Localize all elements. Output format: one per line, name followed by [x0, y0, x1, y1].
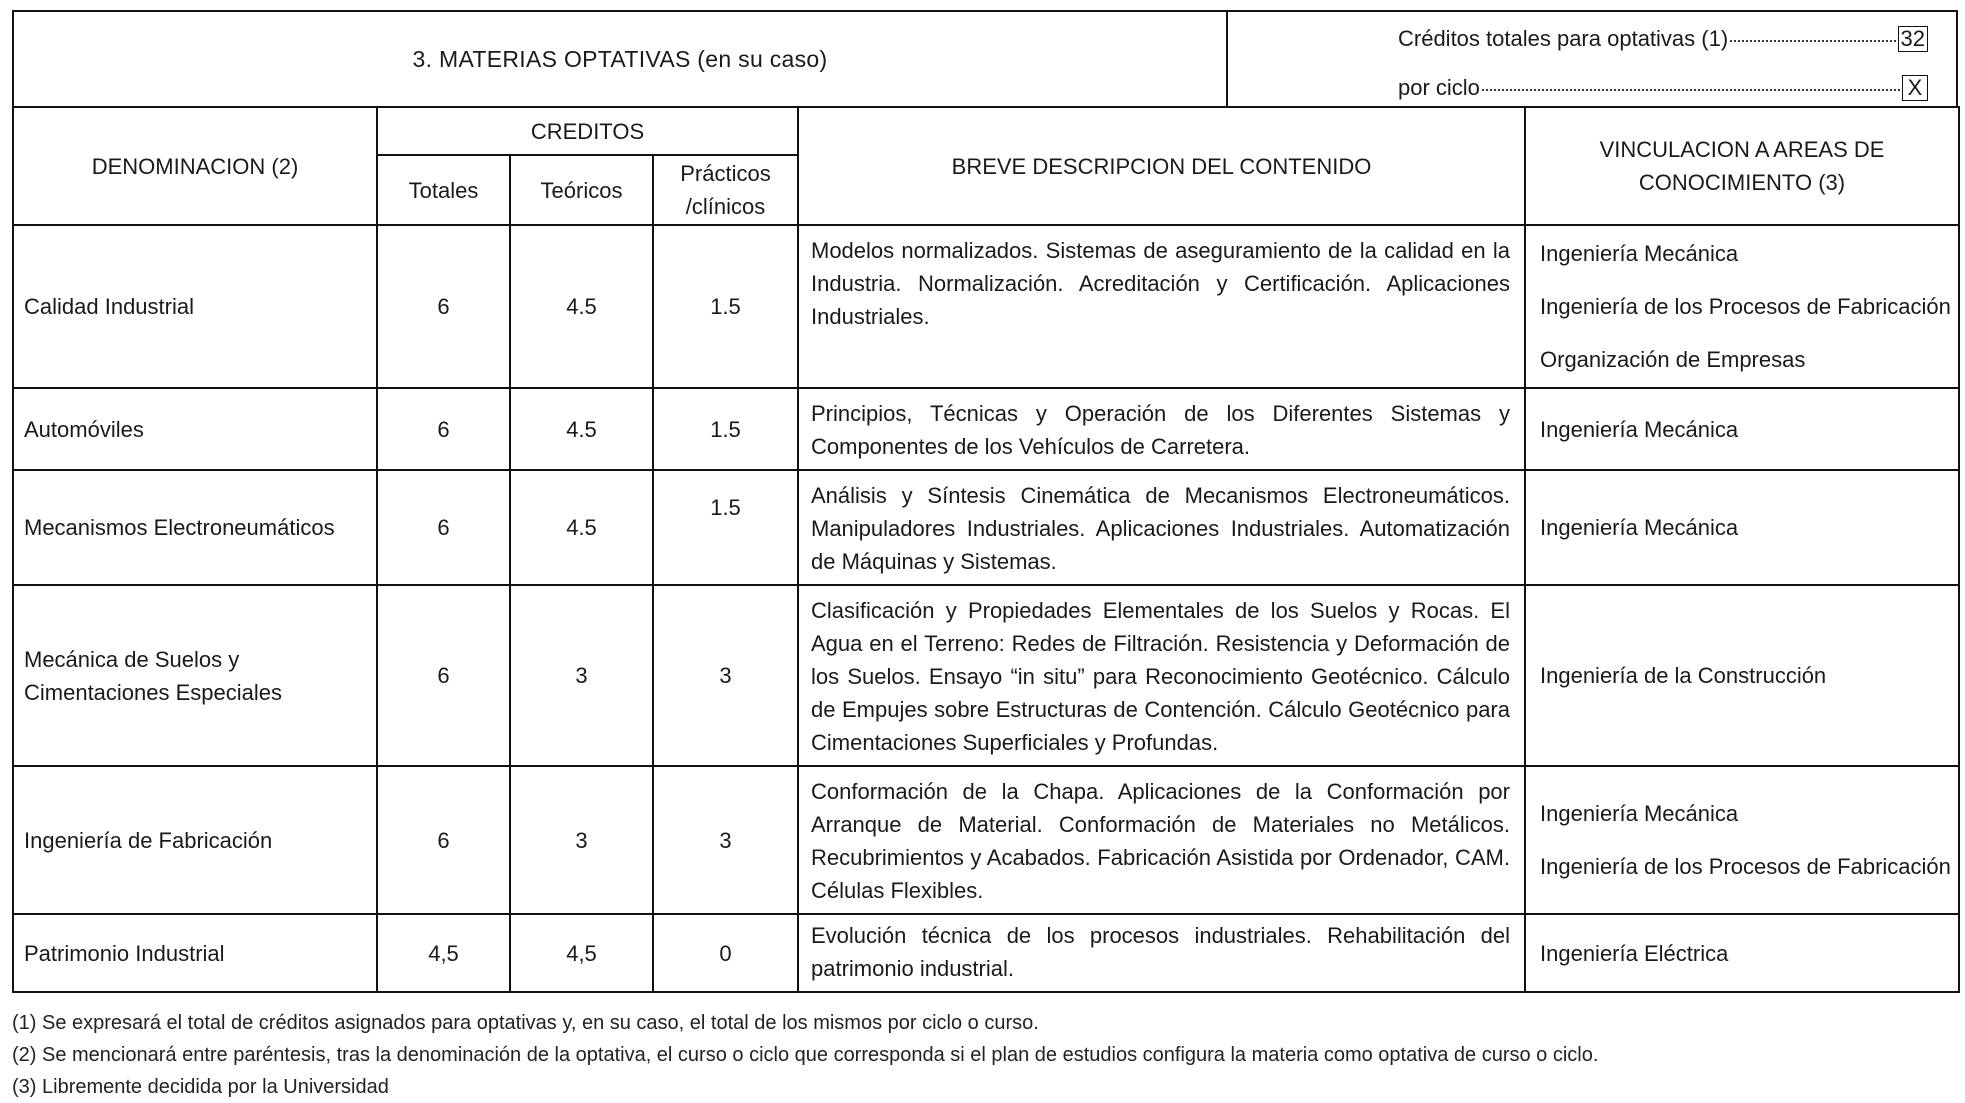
credits-total: 6 — [377, 585, 510, 766]
footnote: (1) Se expresará el total de créditos asignados para optativas y, en su caso, el total de los mismos por ciclo o curso. — [12, 1012, 1039, 1034]
subject-name: Mecánica de Suelos y Cimentaciones Especiales — [13, 585, 377, 766]
area-item: Ingeniería de los Procesos de Fabricación — [1540, 854, 1951, 879]
subjects-table — [12, 106, 1960, 993]
cycle-value: X — [1902, 75, 1928, 101]
credits-theory: 4,5 — [510, 914, 653, 992]
dot-leader — [1730, 40, 1895, 42]
table-row — [13, 470, 1959, 585]
subject-description: Clasificación y Propiedades Elementales de los Suelos y Rocas. El Agua en el Terreno: Redes de Filtración. Resistencia y Deformación de los Suelos. Ensayo “in situ” para Reconocimiento Geotécnico. Cálculo de Empujes sobre Estructuras de Contención. Cálculo Geotécnico para Cimentaciones Superficiales y Profundas. — [798, 585, 1525, 766]
area-item: Ingeniería Mecánica — [1540, 515, 1739, 540]
credits-theory: 4.5 — [510, 388, 653, 470]
subject-name: Patrimonio Industrial — [13, 914, 377, 992]
cycle-line — [1398, 75, 1928, 101]
document-page — [12, 10, 1960, 1103]
credits-total: 6 — [377, 388, 510, 470]
table-row — [13, 766, 1959, 914]
table-row — [13, 585, 1959, 766]
credits-total: 6 — [377, 470, 510, 585]
footnote: (2) Se mencionará entre paréntesis, tras la denominación de la optativa, el curso o ciclo que corresponda si el plan de estudios configura la materia como optativa de curso o ciclo. — [12, 1044, 1599, 1066]
dot-leader — [1482, 89, 1900, 91]
credits-theory: 4.5 — [510, 225, 653, 388]
table-row — [13, 388, 1959, 470]
total-credits-line — [1398, 26, 1928, 52]
knowledge-areas — [1525, 470, 1959, 585]
footnotes — [12, 1007, 1960, 1103]
subject-name: Ingeniería de Fabricación — [13, 766, 377, 914]
subject-description: Modelos normalizados. Sistemas de aseguramiento de la calidad en la Industria. Normalización. Acreditación y Certificación. Aplicaciones Industriales. — [798, 225, 1525, 388]
subject-description: Evolución técnica de los procesos industriales. Rehabilitación del patrimonio industrial. — [798, 914, 1525, 992]
knowledge-areas — [1525, 766, 1959, 914]
col-vinculacion: VINCULACION A AREAS DE CONOCIMIENTO (3) — [1525, 107, 1959, 225]
credits-theory: 3 — [510, 766, 653, 914]
col-creditos: CREDITOS — [377, 107, 798, 155]
credits-practice: 3 — [653, 585, 798, 766]
col-descripcion: BREVE DESCRIPCION DEL CONTENIDO — [798, 107, 1525, 225]
subject-name: Automóviles — [13, 388, 377, 470]
knowledge-areas — [1525, 225, 1959, 388]
subject-description: Análisis y Síntesis Cinemática de Mecanismos Electroneumáticos. Manipuladores Industriales. Aplicaciones Industriales. Automatización de Máquinas y Sistemas. — [798, 470, 1525, 585]
knowledge-areas — [1525, 914, 1959, 992]
col-practicos: Prácticos /clínicos — [653, 155, 798, 225]
credits-practice: 3 — [653, 766, 798, 914]
subject-name: Calidad Industrial — [13, 225, 377, 388]
cycle-label: por ciclo — [1398, 75, 1480, 100]
table-row — [13, 225, 1959, 388]
area-item: Ingeniería Mecánica — [1540, 416, 1739, 442]
total-credits-label: Créditos totales para optativas (1) — [1398, 26, 1729, 51]
area-item: Ingeniería Mecánica — [1540, 801, 1739, 826]
credits-total: 6 — [377, 225, 510, 388]
subject-description: Conformación de la Chapa. Aplicaciones de la Conformación por Arranque de Material. Conformación de Materiales no Metálicos. Recubrimientos y Acabados. Fabricación Asistida por Ordenador, CAM. Células Flexibles. — [798, 766, 1525, 914]
knowledge-areas — [1525, 585, 1959, 766]
footnote: (3) Libremente decidida por la Universidad — [12, 1076, 389, 1098]
credits-practice: 1.5 — [653, 225, 798, 388]
credits-total: 4,5 — [377, 914, 510, 992]
area-item: Ingeniería de la Construcción — [1540, 663, 1827, 688]
area-item: Ingeniería Eléctrica — [1540, 940, 1729, 966]
credits-summary — [1228, 12, 1956, 106]
knowledge-areas — [1525, 388, 1959, 470]
total-credits-value: 32 — [1898, 26, 1928, 52]
section-title: 3. MATERIAS OPTATIVAS (en su caso) — [14, 12, 1228, 106]
area-item: Ingeniería de los Procesos de Fabricación — [1540, 294, 1951, 319]
area-item: Ingeniería Mecánica — [1540, 241, 1739, 266]
col-denominacion: DENOMINACION (2) — [13, 107, 377, 225]
col-totales: Totales — [377, 155, 510, 225]
table-row — [13, 914, 1959, 992]
credits-total: 6 — [377, 766, 510, 914]
credits-theory: 3 — [510, 585, 653, 766]
credits-practice: 1.5 — [653, 388, 798, 470]
col-teoricos: Teóricos — [510, 155, 653, 225]
subject-name: Mecanismos Electroneumáticos — [13, 470, 377, 585]
credits-theory: 4.5 — [510, 470, 653, 585]
subject-description: Principios, Técnicas y Operación de los Diferentes Sistemas y Componentes de los Vehículos de Carretera. — [798, 388, 1525, 470]
area-item: Organización de Empresas — [1540, 347, 1806, 372]
credits-practice: 1.5 — [653, 470, 798, 585]
section-header — [12, 10, 1958, 108]
credits-practice: 0 — [653, 914, 798, 992]
